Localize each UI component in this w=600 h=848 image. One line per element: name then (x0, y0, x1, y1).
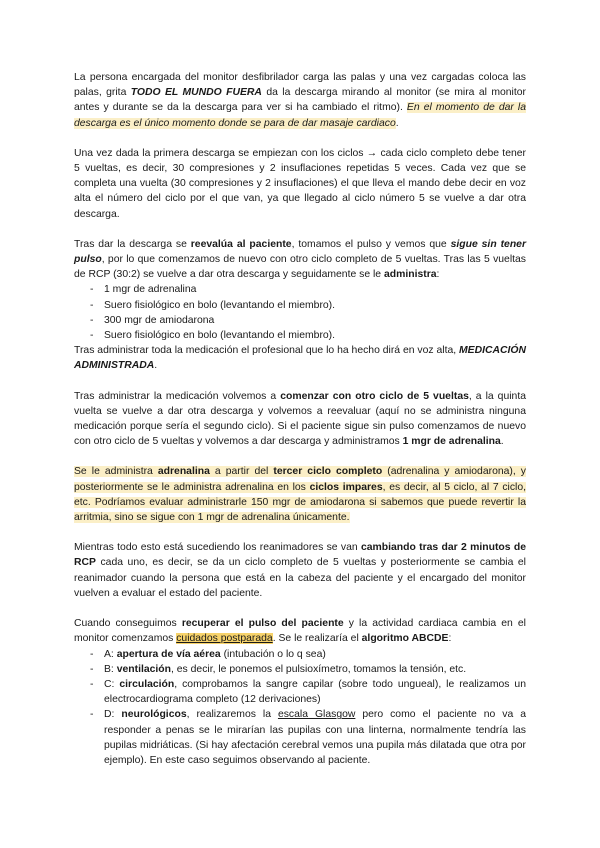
paragraph-3-closing: Tras administrar toda la medicación el profesional que lo ha hecho dirá en voz alta, MEDICACIÓN ADMINISTRADA. (74, 345, 526, 372)
emphasis-text: sigue sin tener pulso (74, 238, 526, 266)
highlighted-term: cuidados postparada (176, 633, 273, 645)
paragraph-3: Tras dar la descarga se reevalúa al paciente, tomamos el pulso y vemos que sigue sin tener pulso, por lo que comenzamos de nuevo con otro ciclo completo de 5 vueltas. Tras las 5 vueltas de RCP (30:2) se vuelve a dar otra descarga y seguidamente se le administra: (74, 238, 526, 281)
list-item: - Suero fisiológico en bolo (levantando el miembro). (74, 328, 526, 343)
highlighted-paragraph: Se le administra adrenalina a partir del tercer ciclo completo (adrenalina y amiodarona), y posteriormente se le administra adrenalina en los ciclos impares, es decir, al 5 ciclo, al 7 ciclo, etc. Podríamos evaluar administrarle 150 mgr de amiodarona si sabemos que puede revertir la arritmia, sino se sigue con 1 mgr de adrenalina únicamente. (74, 466, 527, 524)
abcde-list (74, 647, 526, 769)
paragraph-6: Mientras todo esto está sucediendo los reanimadores se van cambiando tras dar 2 minutos de RCP cada uno, es decir, se da un ciclo completo de 5 vueltas y posteriormente se cambia el reanimador cuando la persona que está en la cabeza del paciente y el encargado del monitor vuelven a evaluar el estado del paciente. (74, 542, 526, 599)
underlined-term: escala Glasgow (277, 709, 356, 721)
medication-list (74, 282, 526, 343)
list-item: - 1 mgr de adrenalina (74, 282, 526, 297)
list-item-a: - A: apertura de vía aérea (intubación o lo q sea) (74, 647, 526, 662)
bold-text: algoritmo ABCDE (361, 633, 449, 645)
bold-text: adrenalina (157, 466, 210, 478)
bold-text: comenzar con otro ciclo de 5 vueltas (280, 390, 469, 402)
emphasis-text: MEDICACIÓN ADMINISTRADA (74, 345, 526, 372)
list-item-d: - D: neurológicos, realizaremos la escala Glasgow pero como el paciente no va a responder a penas se le mirarían las pupilas con una linterna, normalmente tendría las pupilas midriáticas. (Si hay afectación cerebral vemos una pupila más dilatada que otra por ejemplo). En este caso seguimos observando al paciente. (74, 707, 526, 768)
list-item: - 300 mgr de amiodarona (74, 313, 526, 328)
paragraph-2: Una vez dada la primera descarga se empiezan con los ciclos → cada ciclo completo debe tener 5 vueltas, es decir, 30 compresiones y 2 insuflaciones repetidas 5 veces. Cada vez que se completa una vuelta (30 compresiones y 2 insuflaciones) el que lleva el mando debe decir en voz alta el número del ciclo por el que van, ya que llegado al ciclo número 5 se vuelve a dar otra descarga. (74, 147, 526, 220)
list-item: - Suero fisiológico en bolo (levantando el miembro). (74, 298, 526, 313)
list-item-b: - B: ventilación, es decir, le ponemos el pulsioxímetro, tomamos la tensión, etc. (74, 662, 526, 677)
bold-text: cambiando tras dar 2 minutos de RCP (74, 542, 526, 569)
bold-text: 1 mgr de adrenalina (402, 436, 501, 448)
bold-text: reevalúa al paciente (190, 238, 292, 250)
paragraph-4: Tras administrar la medicación volvemos a comenzar con otro ciclo de 5 vueltas, a la quinta vuelta se vuelve a dar otra descarga y volvemos a reevaluar (aquí no se administra ninguna medicación porque sería el segundo ciclo). Si el paciente sigue sin pulso comenzamos de nuevo con otro ciclo de 5 vueltas y volvemos a dar descarga y administramos 1 mgr de adrenalina. (74, 390, 526, 448)
list-item-c: - C: circulación, comprobamos la sangre capilar (sobre todo ungueal), le realizamos un electrocardiograma completo (12 derivaciones) (74, 677, 526, 707)
bold-text: tercer ciclo completo (273, 466, 383, 478)
bold-text: administra (383, 269, 437, 281)
document-body (74, 70, 526, 768)
paragraph-5-highlighted (74, 464, 526, 525)
bold-text: ciclos impares (309, 481, 383, 493)
bold-text: recuperar el pulso del paciente (181, 618, 344, 630)
highlighted-text: En el momento de dar la descarga es el único momento donde se para de dar masaje cardiaco (74, 102, 526, 129)
emphasis-text: TODO EL MUNDO FUERA (130, 87, 262, 99)
paragraph-1: La persona encargada del monitor desfibrilador carga las palas y una vez cargadas coloca las palas, grita TODO EL MUNDO FUERA da la descarga mirando al monitor (se mira al monitor antes y durante se da la descarga para ver si ha cambiado el ritmo). En el momento de dar la descarga es el único momento donde se para de dar masaje cardiaco. (74, 72, 526, 129)
paragraph-7: Cuando conseguimos recuperar el pulso del paciente y la actividad cardiaca cambia en el monitor comenzamos cuidados postparada. Se le realizaría el algoritmo ABCDE: (74, 618, 526, 645)
